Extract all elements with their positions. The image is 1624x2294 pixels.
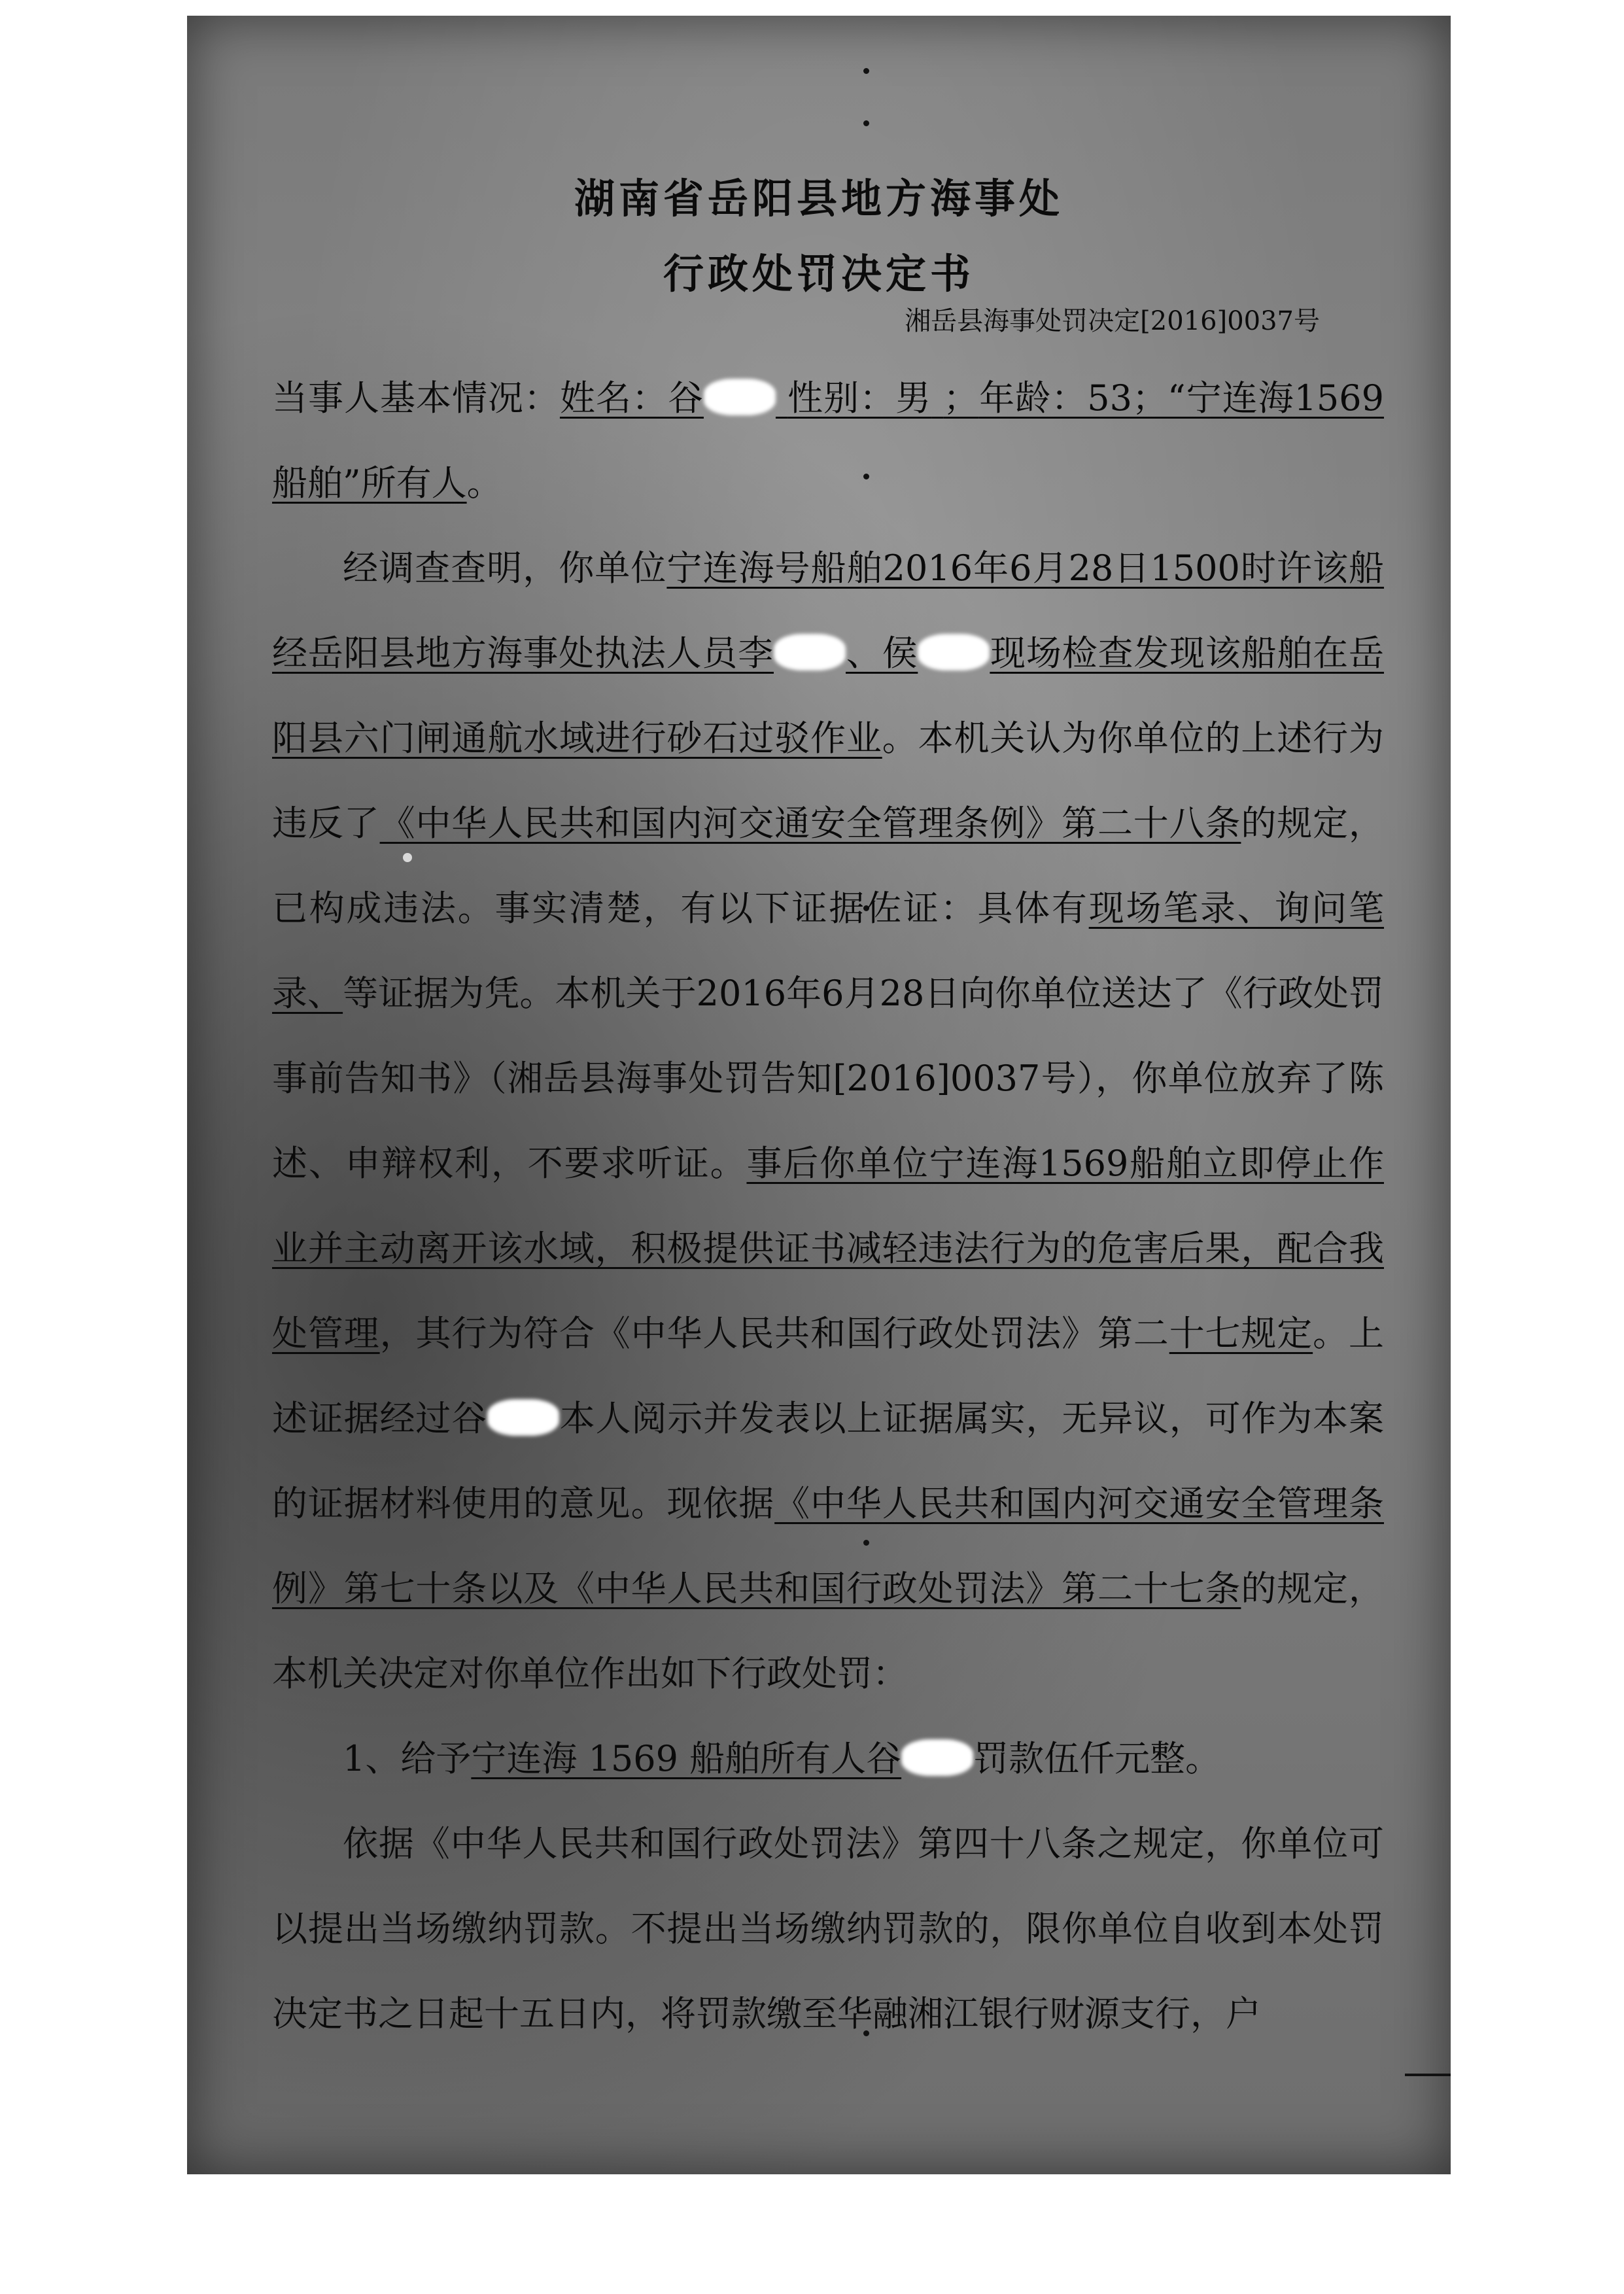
party-owner: “宁连海1569船舶”所有人 [272, 377, 1384, 504]
penalty-amount: 罚款伍仟元整。 [973, 1738, 1221, 1779]
binding-hole-mark [863, 68, 869, 74]
law-citation-1: 《中华人民共和国内河交通安全管理条例》第二十八条 [379, 803, 1241, 844]
document-number: 湘岳县海事处罚决定[2016]0037号 [905, 306, 1320, 336]
binding-hole-mark [863, 120, 869, 126]
facts-notice: 等证据为凭。本机关于2016年6月28日向你单位送达了《行政处罚事前告知书》（湘岳县海事处罚告知[2016]0037号），你单位放弃了陈述、申辩权利，不要求听证。 [272, 973, 1384, 1184]
law-citation-2: 《中华人民共和国内河交通安全管理条例》第七十条以及《中华人民共和国行政处罚法》第二十七条 [272, 1483, 1385, 1609]
facts-evidence-review: 。上述证据经过谷 [272, 1313, 1385, 1439]
facts-evidence-review-2: 本人阅示并发表以上证据属实，无异议，可作为本案的证据材料使用的意见。现依据 [272, 1398, 1385, 1524]
facts-conclusion: 。本机关认为你单位的上述行为违反了 [272, 718, 1384, 844]
redaction-mark [918, 634, 990, 670]
party-info-paragraph [272, 356, 1384, 526]
sentence-end: 。 [466, 462, 502, 504]
evidence-2: 询问笔录、 [272, 888, 1385, 1014]
penalty-lead: 1、给予 [343, 1738, 472, 1779]
facts-compliance: ，其行为符合《中华人民共和国行政处罚法》第二 [379, 1313, 1169, 1354]
penalty-target: 宁连海 1569 船舶所有人谷 [471, 1738, 902, 1779]
payment-paragraph: 依据《中华人民共和国行政处罚法》第四十八条之规定，你单位可以提出当场缴纳罚款。不提出当场缴纳罚款的，限你单位自收到本处罚决定书之日起十五日内，将罚款缴至华融湘江银行财源支行，户 [272, 1823, 1384, 2034]
redaction-mark [774, 634, 846, 670]
document-title: 行政处罚决定书 [663, 250, 975, 298]
separator: ； [943, 377, 979, 419]
facts-mitigation: 事后你单位宁连海1569船舶立即停止作业并主动离开该水域，积极提供证书减轻违法行为的危害后果，配合我处管理 [272, 1143, 1384, 1354]
facts-paragraph [272, 526, 1384, 1716]
redaction-mark [704, 379, 776, 415]
decision-body [272, 356, 1384, 2057]
facts-vessel-inspection: 宁连海号船舶2016年6月28日1500时许该船经岳阳县地方海事处执法人员李 、侯 现场检查发现该船舶在岳阳县六门闸通航水域进行砂石过驳作业 [272, 547, 1385, 759]
facts-lead: 经调查查明，你单位 [343, 547, 667, 589]
scanned-page [187, 16, 1451, 2174]
penalty-item [272, 1716, 1384, 1801]
facts-decision: 的规定，本机关决定对你单位作出如下行政处罚： [272, 1568, 1385, 1694]
party-label: 当事人基本情况： [272, 377, 560, 419]
facts-compliance-article: 十七规定 [1169, 1313, 1313, 1354]
party-name: 姓名：谷 [559, 377, 704, 419]
evidence-1: 现场笔录、 [1088, 888, 1275, 929]
party-age: 年龄：53； [978, 377, 1167, 419]
redaction-mark [487, 1399, 559, 1436]
organization-title: 湖南省岳阳县地方海事处 [574, 175, 1063, 222]
party-gender: 性别：男 [787, 377, 932, 419]
redaction-mark [901, 1739, 973, 1776]
facts-violation: 的规定，已构成违法。事实清楚，有以下证据佐证：具体有 [272, 803, 1385, 929]
scan-edge-mark [1405, 2074, 1451, 2076]
